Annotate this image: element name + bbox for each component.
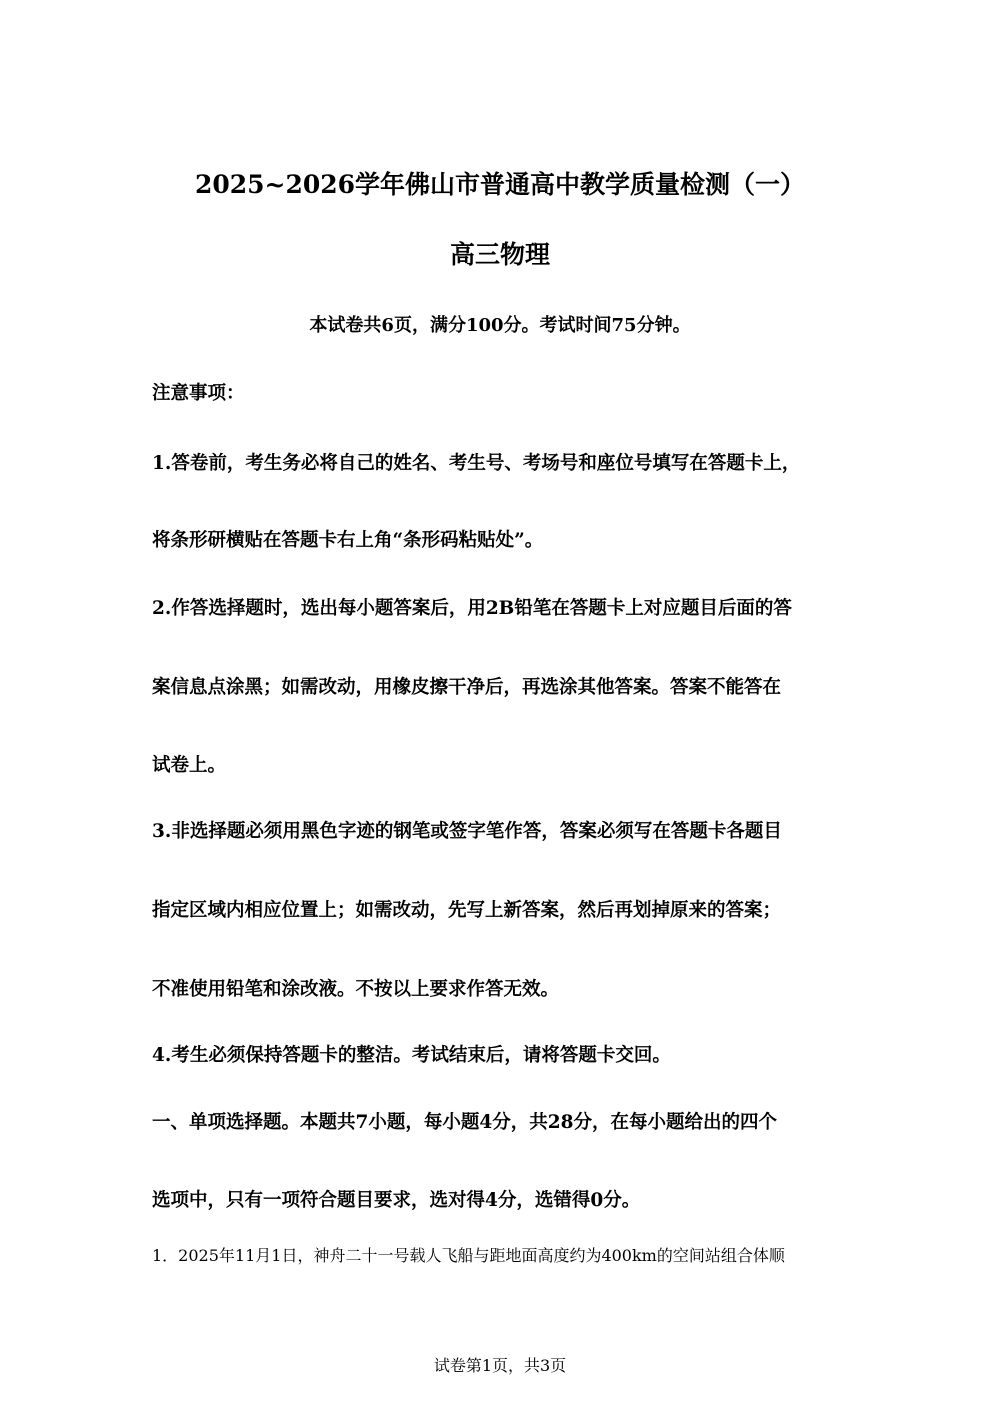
notice-line-4: 案信息点涂黑；如需改动，用橡皮擦干净后，再选涂其他答案。答案不能答在 [152, 677, 782, 698]
notice-line-3: 2.作答选择题时，选出每小题答案后，用2B铅笔在答题卡上对应题目后面的答 [152, 598, 792, 619]
document-title: 2025~2026学年佛山市普通高中教学质量检测（一） [194, 170, 806, 199]
notice-line-5: 试卷上。 [152, 755, 227, 776]
notice-line-7: 指定区域内相应位置上；如需改动，先写上新答案，然后再划掉原来的答案； [152, 900, 782, 921]
question-1-text: 1．2025年11月1日，神舟二十一号载人飞船与距地面高度约为400km的空间站组合体顺 [152, 1246, 785, 1265]
page-footer: 试卷第1页，共3页 [433, 1356, 567, 1375]
notice-line-1: 1.答卷前，考生务必将自己的姓名、考生号、考场号和座位号填写在答题卡上， [152, 453, 801, 474]
section-heading-line-1: 一、单项选择题。本题共7小题，每小题4分，共28分，在每小题给出的四个 [152, 1112, 777, 1133]
exam-info: 本试卷共6页，满分100分。考试时间75分钟。 [309, 315, 691, 336]
notice-line-2: 将条形研横贴在答题卡右上角“条形码粘贴处”。 [152, 530, 544, 551]
document-subtitle: 高三物理 [449, 240, 550, 269]
notice-heading: 注意事项： [152, 383, 245, 404]
notice-line-6: 3.非选择题必须用黑色字迹的钢笔或签字笔作答，答案必须写在答题卡各题目 [152, 821, 782, 842]
section-heading-line-2: 选项中，只有一项符合题目要求，选对得4分，选错得0分。 [152, 1190, 641, 1211]
notice-line-9: 4.考生必须保持答题卡的整洁。考试结束后，请将答题卡交回。 [152, 1045, 671, 1066]
notice-line-8: 不准使用铅笔和涂改液。不按以上要求作答无效。 [152, 979, 560, 1000]
